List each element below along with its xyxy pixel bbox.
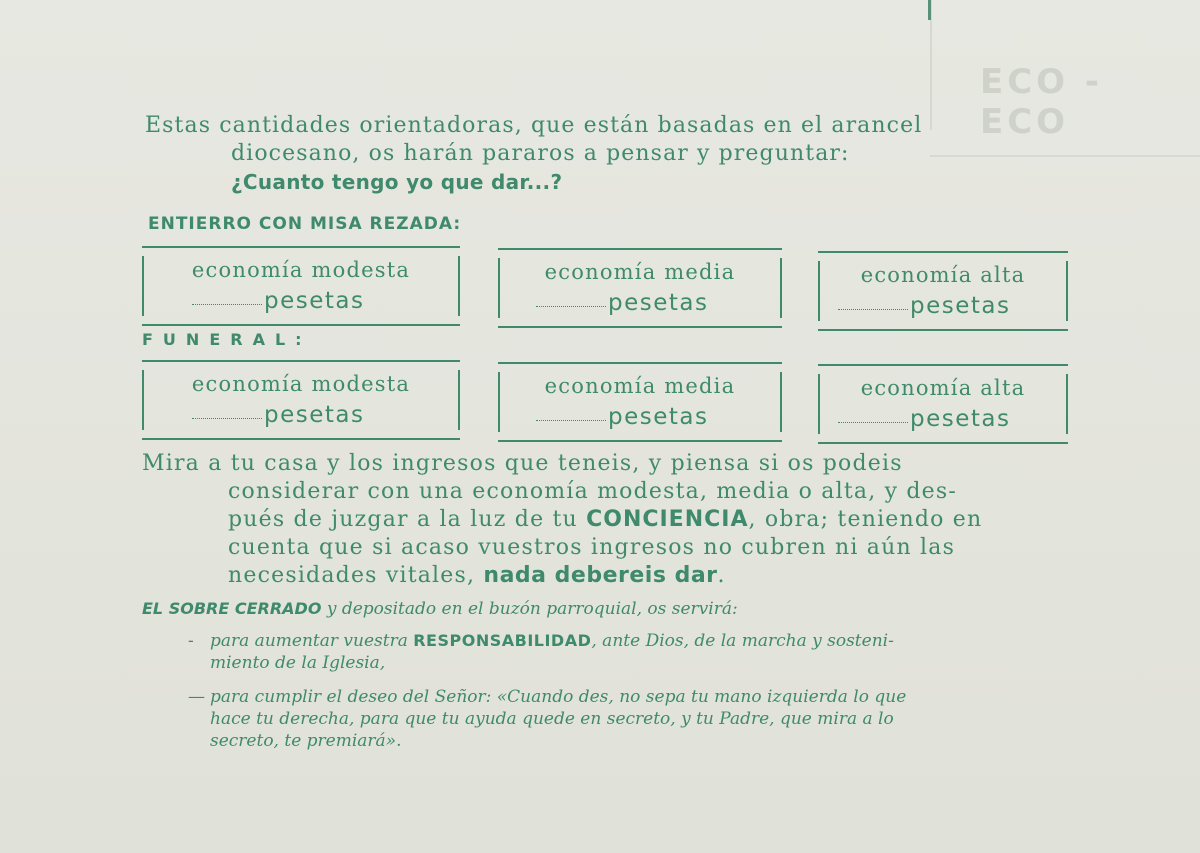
mira-text: . [717,563,726,588]
price-box-funeral-media [498,362,782,442]
sobre-emphasis: EL SOBRE CERRADO [142,599,322,618]
item-line: secreto, te premiará». [210,731,402,751]
mira-line [142,506,1082,534]
item-line [210,630,1090,652]
amount-blank [838,422,908,423]
item-text: , ante Dios, de la marcha y sosteni- [591,631,894,651]
item-line: hace tu derecha, para que tu ayuda quede en secreto, y tu Padre, que mira a lo [210,709,894,729]
unit-label: pesetas [910,406,1011,432]
box-label: economía media [544,374,736,398]
responsabilidad-emphasis: RESPONSABILIDAD [413,631,592,650]
unit-label: pesetas [608,290,709,316]
item-dash: — [188,687,205,707]
box-label: economía modesta [191,258,411,282]
amount-blank [838,309,908,310]
intro-question: ¿Cuanto tengo yo que dar...? [231,170,563,194]
item-text: para aumentar vuestra [210,631,414,651]
sobre-paragraph [142,598,1072,620]
mira-paragraph [142,450,1082,590]
section-heading-funeral: FUNERAL: [142,330,312,349]
intro-line: Estas cantidades orientadoras, que están basadas en el arancel [145,113,923,138]
mira-text: , obra; teniendo en [748,507,983,532]
box-amount [536,290,708,316]
price-box-entierro-media [498,248,782,328]
price-box-funeral-alta [818,364,1068,444]
box-amount [192,402,364,428]
price-box-funeral-modesta [142,360,460,440]
unit-label: pesetas [910,293,1011,319]
unit-label: pesetas [264,402,365,428]
mira-line: considerar con una economía modesta, media o alta, y des- [228,479,958,504]
amount-blank [536,306,606,307]
item-line: miento de la Iglesia, [210,653,386,673]
price-box-entierro-modesta [142,246,460,326]
list-item [188,686,1090,752]
item-line: para cumplir el deseo del Señor: «Cuando des, no sepa tu mano izquierda lo que [210,687,907,707]
bleed-through-text: ECO - ECO [980,62,1104,142]
nada-emphasis: nada debereis dar [483,563,718,588]
edge-mark [928,0,931,20]
mira-line: cuenta que si acaso vuestros ingresos no cubren ni aún las [228,535,956,560]
box-amount [192,288,364,314]
box-label: economía media [544,260,736,284]
section-heading-entierro: ENTIERRO CON MISA REZADA: [148,214,462,234]
mira-line [142,562,1082,590]
item-dash: - [188,631,194,651]
unit-label: pesetas [264,288,365,314]
amount-blank [192,304,262,305]
box-label: economía alta [860,263,1026,287]
box-label: economía alta [860,376,1026,400]
mira-text: pués de juzgar a la luz de tu [228,507,587,532]
conciencia-emphasis: CONCIENCIA [586,507,749,532]
mira-text: necesidades vitales, [228,563,484,588]
intro-line: diocesano, os harán pararos a pensar y preguntar: [231,141,850,166]
box-amount [838,406,1010,432]
amount-blank [536,420,606,421]
amount-blank [192,418,262,419]
box-label: economía modesta [191,372,411,396]
intro-paragraph [145,112,1095,196]
list-item [188,630,1090,674]
unit-label: pesetas [608,404,709,430]
price-box-entierro-alta [818,251,1068,331]
box-amount [536,404,708,430]
mira-line: Mira a tu casa y los ingresos que teneis, y piensa si os podeis [142,451,903,476]
box-amount [838,293,1010,319]
sobre-text: y depositado en el buzón parroquial, os servirá: [321,599,738,619]
